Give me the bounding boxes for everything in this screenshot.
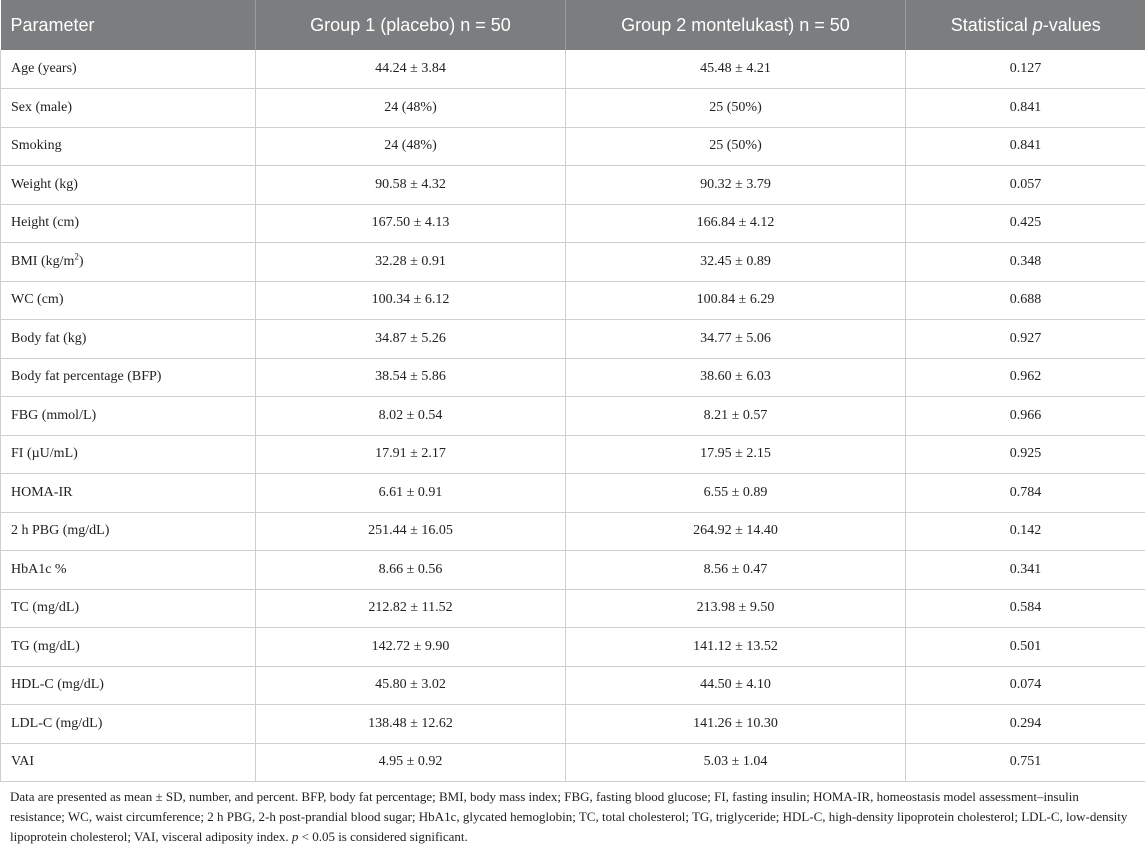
row-group-2-value: 25 (50%) [566, 127, 906, 166]
row-parameter: LDL-C (mg/dL) [1, 705, 256, 744]
row-p-value: 0.348 [906, 243, 1145, 282]
row-group-1-value: 6.61 ± 0.91 [256, 474, 566, 513]
row-group-2-value: 44.50 ± 4.10 [566, 666, 906, 705]
table-row [1, 512, 1145, 551]
bmi-unit-suffix: ) [79, 254, 84, 269]
table-row [1, 551, 1145, 590]
bmi-unit-prefix: BMI (kg/m [11, 254, 74, 269]
row-p-value: 0.751 [906, 743, 1145, 782]
footnote-p-italic: p [292, 829, 299, 844]
row-p-value: 0.584 [906, 589, 1145, 628]
row-p-value: 0.501 [906, 628, 1145, 667]
row-group-2-value: 141.12 ± 13.52 [566, 628, 906, 667]
row-group-1-value: 142.72 ± 9.90 [256, 628, 566, 667]
row-parameter: VAI [1, 743, 256, 782]
header-group-2: Group 2 montelukast) n = 50 [566, 0, 906, 50]
row-group-2-value: 100.84 ± 6.29 [566, 281, 906, 320]
row-p-value: 0.841 [906, 127, 1145, 166]
header-p-italic: p [1033, 15, 1043, 35]
row-parameter: FI (µU/mL) [1, 435, 256, 474]
row-group-1-value: 90.58 ± 4.32 [256, 166, 566, 205]
row-group-1-value: 100.34 ± 6.12 [256, 281, 566, 320]
table-row [1, 743, 1145, 782]
footnote-main: Data are presented as mean ± SD, number, and percent. BFP, body fat percentage; BMI, body mass index; FBG, fasting blood glucose; FI, fasting insulin; HOMA-IR, homeostasis model assessment–insulin resistance; WC, waist circumference; 2 h PBG, 2-h post-prandial blood sugar; HbA1c, glycated hemoglobin; TC, total cholesterol; TG, triglyceride; HDL-C, high-density lipoprotein cholesterol; LDL-C, low-density lipoprotein cholesterol; VAI, visceral adiposity index. [10, 789, 1127, 844]
row-group-1-value: 32.28 ± 0.91 [256, 243, 566, 282]
row-parameter: Sex (male) [1, 89, 256, 128]
row-group-2-value: 141.26 ± 10.30 [566, 705, 906, 744]
row-parameter: TG (mg/dL) [1, 628, 256, 667]
row-parameter: FBG (mmol/L) [1, 397, 256, 436]
table-row [1, 320, 1145, 359]
row-parameter: Smoking [1, 127, 256, 166]
header-p-values [906, 0, 1145, 50]
row-group-1-value: 251.44 ± 16.05 [256, 512, 566, 551]
row-p-value: 0.962 [906, 358, 1145, 397]
row-p-value: 0.927 [906, 320, 1145, 359]
table-row [1, 50, 1145, 89]
row-group-1-value: 138.48 ± 12.62 [256, 705, 566, 744]
row-group-2-value: 90.32 ± 3.79 [566, 166, 906, 205]
row-p-value: 0.127 [906, 50, 1145, 89]
row-group-1-value: 24 (48%) [256, 89, 566, 128]
table-row [1, 358, 1145, 397]
row-group-1-value: 8.02 ± 0.54 [256, 397, 566, 436]
bmi-unit-superscript: 2 [74, 251, 79, 261]
header-p-suffix: -values [1043, 15, 1101, 35]
row-group-1-value: 17.91 ± 2.17 [256, 435, 566, 474]
row-p-value: 0.688 [906, 281, 1145, 320]
table-row [1, 281, 1145, 320]
table-row [1, 705, 1145, 744]
table-header-row [1, 0, 1145, 50]
row-parameter: HbA1c % [1, 551, 256, 590]
header-group-1: Group 1 (placebo) n = 50 [256, 0, 566, 50]
table-row [1, 166, 1145, 205]
row-group-2-value: 25 (50%) [566, 89, 906, 128]
row-p-value: 0.142 [906, 512, 1145, 551]
row-parameter: HOMA-IR [1, 474, 256, 513]
row-parameter: HDL-C (mg/dL) [1, 666, 256, 705]
table-row [1, 589, 1145, 628]
row-group-2-value: 17.95 ± 2.15 [566, 435, 906, 474]
table-row [1, 127, 1145, 166]
row-parameter: Height (cm) [1, 204, 256, 243]
table-body [1, 50, 1145, 782]
row-group-2-value: 166.84 ± 4.12 [566, 204, 906, 243]
row-group-2-value: 5.03 ± 1.04 [566, 743, 906, 782]
row-group-2-value: 32.45 ± 0.89 [566, 243, 906, 282]
row-group-2-value: 8.21 ± 0.57 [566, 397, 906, 436]
header-p-values-prefix: Statistical [951, 15, 1028, 35]
row-p-value: 0.784 [906, 474, 1145, 513]
table-row [1, 243, 1145, 282]
row-group-1-value: 44.24 ± 3.84 [256, 50, 566, 89]
row-p-value: 0.074 [906, 666, 1145, 705]
row-parameter-bmi [1, 243, 256, 282]
row-p-value: 0.057 [906, 166, 1145, 205]
row-parameter: 2 h PBG (mg/dL) [1, 512, 256, 551]
row-group-2-value: 8.56 ± 0.47 [566, 551, 906, 590]
row-p-value: 0.294 [906, 705, 1145, 744]
row-p-value: 0.341 [906, 551, 1145, 590]
row-group-2-value: 213.98 ± 9.50 [566, 589, 906, 628]
row-group-1-value: 45.80 ± 3.02 [256, 666, 566, 705]
table-row [1, 474, 1145, 513]
footnote-p-rest: < 0.05 is considered significant. [298, 829, 467, 844]
row-parameter: TC (mg/dL) [1, 589, 256, 628]
row-group-1-value: 8.66 ± 0.56 [256, 551, 566, 590]
row-group-1-value: 34.87 ± 5.26 [256, 320, 566, 359]
row-group-2-value: 38.60 ± 6.03 [566, 358, 906, 397]
table-footnote [10, 787, 1135, 847]
row-parameter: WC (cm) [1, 281, 256, 320]
row-group-2-value: 34.77 ± 5.06 [566, 320, 906, 359]
table-row [1, 89, 1145, 128]
row-p-value: 0.841 [906, 89, 1145, 128]
row-group-2-value: 45.48 ± 4.21 [566, 50, 906, 89]
row-parameter: Body fat percentage (BFP) [1, 358, 256, 397]
header-parameter: Parameter [1, 0, 256, 50]
row-group-1-value: 24 (48%) [256, 127, 566, 166]
row-parameter: Age (years) [1, 50, 256, 89]
row-p-value: 0.966 [906, 397, 1145, 436]
row-group-1-value: 38.54 ± 5.86 [256, 358, 566, 397]
table-row [1, 435, 1145, 474]
table-row [1, 666, 1145, 705]
row-parameter: Weight (kg) [1, 166, 256, 205]
row-p-value: 0.925 [906, 435, 1145, 474]
table-row [1, 628, 1145, 667]
table-row [1, 204, 1145, 243]
row-parameter: Body fat (kg) [1, 320, 256, 359]
row-group-2-value: 264.92 ± 14.40 [566, 512, 906, 551]
table-row [1, 397, 1145, 436]
row-p-value: 0.425 [906, 204, 1145, 243]
row-group-2-value: 6.55 ± 0.89 [566, 474, 906, 513]
row-group-1-value: 4.95 ± 0.92 [256, 743, 566, 782]
row-group-1-value: 212.82 ± 11.52 [256, 589, 566, 628]
row-group-1-value: 167.50 ± 4.13 [256, 204, 566, 243]
